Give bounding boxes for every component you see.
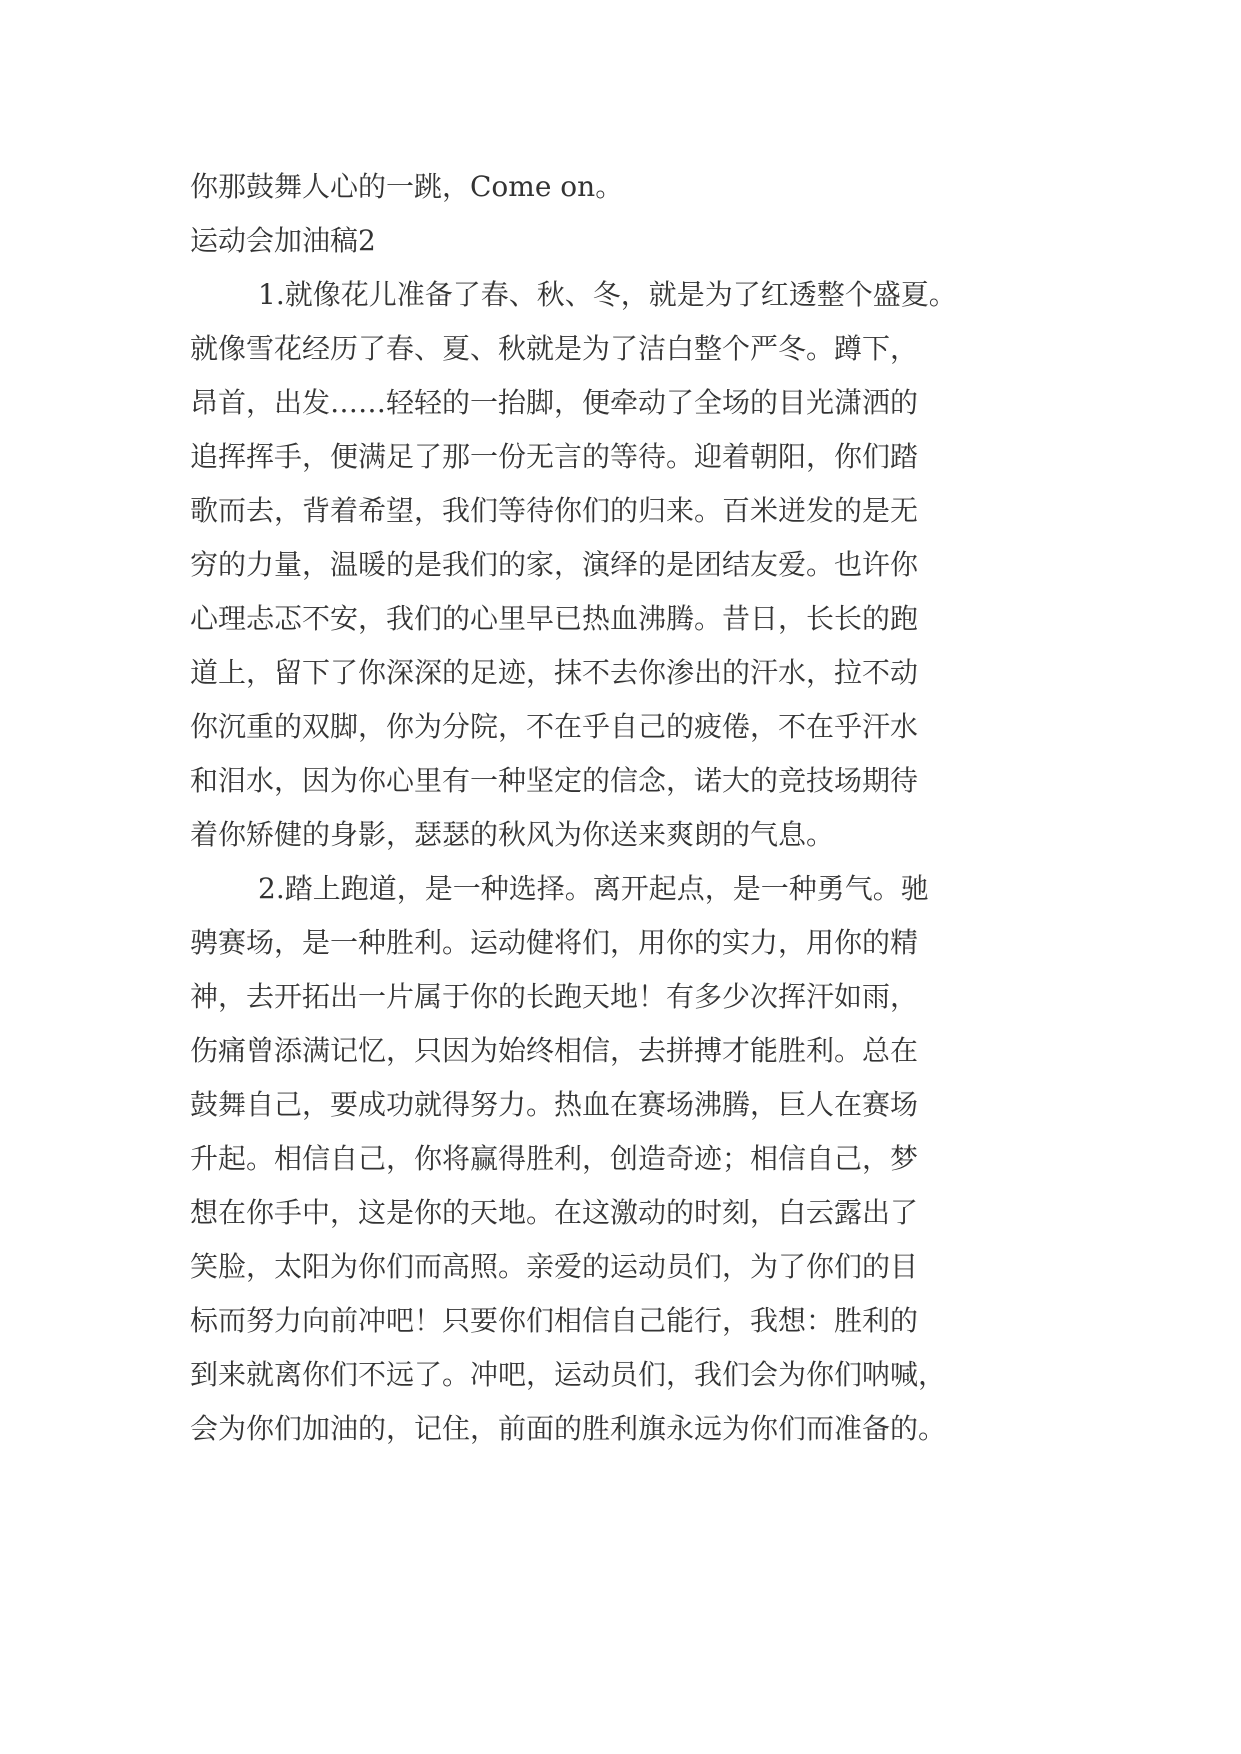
paragraph-line: 追挥挥手，便满足了那一份无言的等待。迎着朝阳，你们踏 bbox=[190, 440, 919, 473]
document-body bbox=[190, 160, 1070, 1456]
section-heading: 运动会加油稿2 bbox=[190, 224, 376, 257]
paragraph-line: 你沉重的双脚，你为分院，不在乎自己的疲倦，不在乎汗水 bbox=[190, 710, 919, 743]
paragraph-line: 想在你手中，这是你的天地。在这激动的时刻，白云露出了 bbox=[190, 1196, 919, 1229]
paragraph-line: 2.踏上跑道，是一种选择。离开起点，是一种勇气。驰 bbox=[258, 872, 929, 905]
paragraph-line: 歌而去，背着希望，我们等待你们的归来。百米迸发的是无 bbox=[190, 494, 919, 527]
paragraph-line: 昂首，出发……轻轻的一抬脚，便牵动了全场的目光潇洒的 bbox=[190, 386, 919, 419]
paragraph-line: 伤痛曾添满记忆，只因为始终相信，去拼搏才能胜利。总在 bbox=[190, 1034, 919, 1067]
paragraph-2 bbox=[190, 862, 1070, 1456]
paragraph-line: 道上，留下了你深深的足迹，抹不去你渗出的汗水，拉不动 bbox=[190, 656, 919, 689]
opening-line: 你那鼓舞人心的一跳，Come on。 bbox=[190, 170, 624, 203]
paragraph-line: 升起。相信自己，你将赢得胜利，创造奇迹；相信自己，梦 bbox=[190, 1142, 919, 1175]
paragraph-line: 笑脸，太阳为你们而高照。亲爱的运动员们，为了你们的目 bbox=[190, 1250, 919, 1283]
paragraph-1 bbox=[190, 268, 1070, 862]
paragraph-line: 心理忐忑不安，我们的心里早已热血沸腾。昔日，长长的跑 bbox=[190, 602, 919, 635]
paragraph-line: 1.就像花儿准备了春、秋、冬，就是为了红透整个盛夏。 bbox=[258, 278, 957, 311]
paragraph-line: 会为你们加油的，记住，前面的胜利旗永远为你们而准备的。 bbox=[190, 1412, 947, 1445]
paragraph-line: 标而努力向前冲吧！只要你们相信自己能行，我想：胜利的 bbox=[190, 1304, 919, 1337]
paragraph-line: 着你矫健的身影，瑟瑟的秋风为你送来爽朗的气息。 bbox=[190, 818, 835, 851]
paragraph-line: 骋赛场，是一种胜利。运动健将们，用你的实力，用你的精 bbox=[190, 926, 919, 959]
paragraph-line: 和泪水，因为你心里有一种坚定的信念，诺大的竞技场期待 bbox=[190, 764, 919, 797]
paragraph-line: 穷的力量，温暖的是我们的家，演绎的是团结友爱。也许你 bbox=[190, 548, 919, 581]
paragraph-line: 到来就离你们不远了。冲吧，运动员们，我们会为你们呐喊， bbox=[190, 1358, 947, 1391]
paragraph-line: 鼓舞自己，要成功就得努力。热血在赛场沸腾，巨人在赛场 bbox=[190, 1088, 919, 1121]
paragraph-line: 就像雪花经历了春、夏、秋就是为了洁白整个严冬。蹲下， bbox=[190, 332, 919, 365]
paragraph-line: 神，去开拓出一片属于你的长跑天地！有多少次挥汗如雨， bbox=[190, 980, 919, 1013]
